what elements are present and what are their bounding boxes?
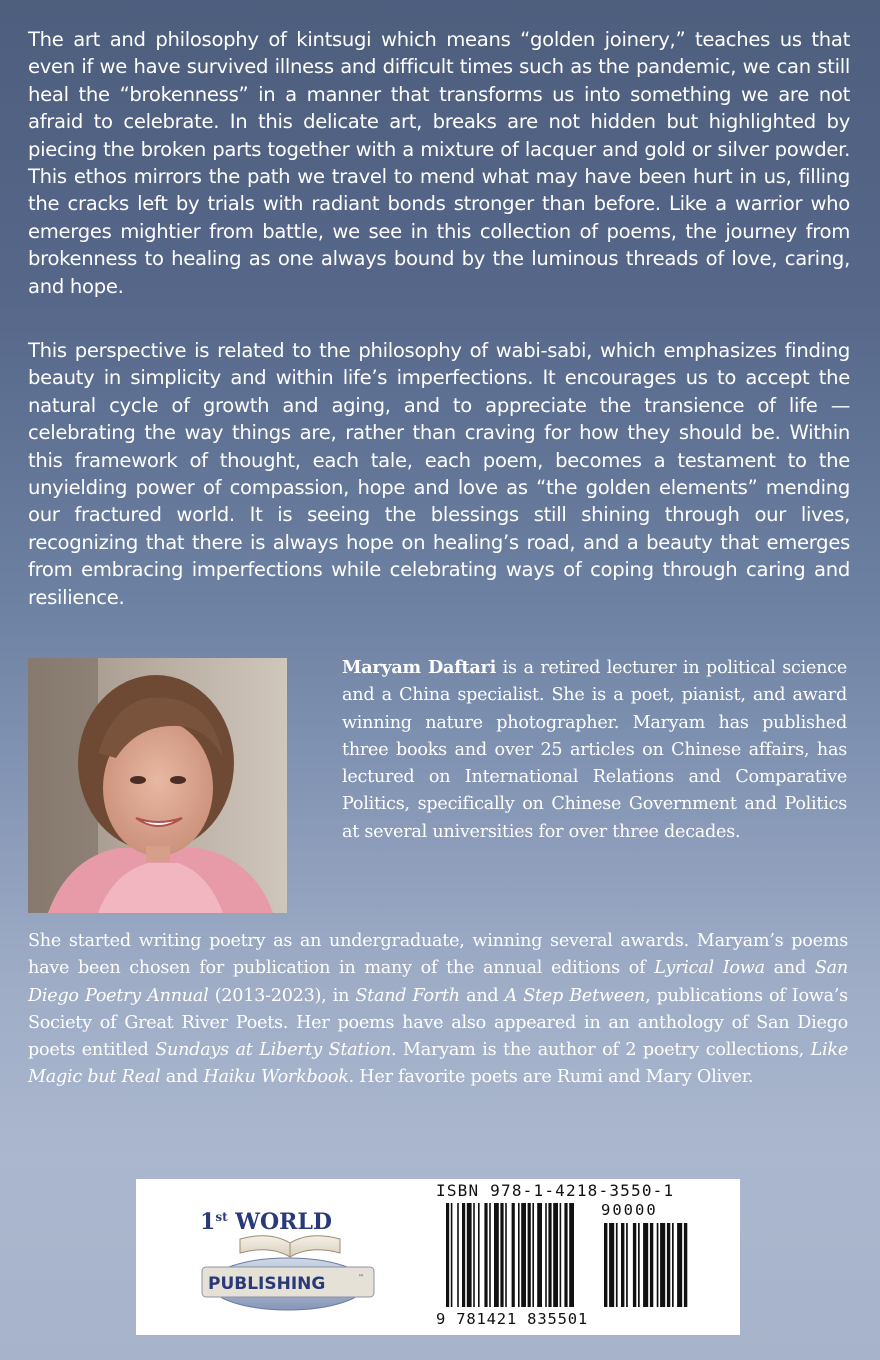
barcode-bar [633, 1223, 636, 1307]
barcode-bar [537, 1203, 542, 1307]
barcode-bar [667, 1223, 670, 1307]
publication-title: San Diego Poetry Annual [28, 958, 848, 1006]
barcode-bar [484, 1203, 487, 1307]
barcode-bar [478, 1203, 480, 1307]
barcode-bar [462, 1203, 465, 1307]
ean-digits: 9 781421 835501 [436, 1310, 588, 1328]
logo-trademark: ™ [358, 1274, 364, 1281]
barcode-bar [609, 1223, 614, 1307]
barcode-bar [518, 1203, 520, 1307]
barcode-bar [494, 1203, 499, 1307]
publisher-barcode-panel [136, 1179, 740, 1335]
barcode-bar [638, 1223, 640, 1307]
barcode-bar [643, 1223, 648, 1307]
barcode-bar [660, 1223, 665, 1307]
barcode-bar [528, 1203, 531, 1307]
barcode-bar [548, 1203, 551, 1307]
barcode-bar [672, 1223, 674, 1307]
author-bio-intro [342, 654, 847, 846]
publication-title: Like Magic but Real [28, 1040, 848, 1088]
barcode-bar [451, 1203, 453, 1307]
barcode-bar [604, 1223, 607, 1307]
barcode-bar [545, 1203, 547, 1307]
logo-line-1: 1st WORLD [200, 1209, 332, 1235]
barcode-bar [532, 1203, 534, 1307]
barcode-bar [512, 1203, 515, 1307]
bio-text: and [459, 985, 505, 1006]
barcode-bar [505, 1203, 507, 1307]
barcode-bar [560, 1203, 562, 1307]
price-code: 90000 [601, 1201, 658, 1219]
author-bio-part-1: is a retired lecturer in political science and a China specialist. She is a poet, pianist, and award winning nature photographer. Maryam has published three books and over 25 articles on Chinese affairs, has lectured on International Relations and Comparative Politics, specifically on Chinese Government and Politics at several universities for over three decades. [342, 658, 847, 842]
barcode-bar [467, 1203, 472, 1307]
logo-line-2: PUBLISHING [208, 1274, 326, 1294]
author-bio-poetry [28, 928, 848, 1092]
publication-title: Sundays at Liberty Station [155, 1040, 392, 1061]
barcode-bar [626, 1223, 628, 1307]
publisher-logo [200, 1209, 380, 1319]
barcode-bar [564, 1203, 567, 1307]
barcode-bar [684, 1223, 687, 1307]
barcode-bar [621, 1223, 624, 1307]
barcode-bar [553, 1203, 558, 1307]
barcode-bar [616, 1223, 618, 1307]
bio-text: She started writing poetry as an undergraduate, winning several awards. Maryam’s poems have been chosen for publication in many of the annual editions of [28, 931, 848, 979]
barcode-bar [473, 1203, 475, 1307]
barcode-bar [521, 1203, 526, 1307]
barcode-bar [569, 1203, 574, 1307]
bio-text: . Maryam is the author of 2 poetry collections, [391, 1040, 811, 1061]
author-name: Maryam Daftari [342, 657, 497, 678]
publication-title: Stand Forth [355, 985, 460, 1006]
barcode-bar [500, 1203, 503, 1307]
bio-text: and [764, 958, 815, 979]
author-photo [28, 658, 287, 913]
publication-title: Haiku Workbook [203, 1067, 349, 1088]
barcode-bar [446, 1203, 449, 1307]
barcode-bar [650, 1223, 653, 1307]
barcode-bar [489, 1203, 491, 1307]
author-portrait-image [28, 658, 287, 913]
isbn-label: ISBN 978-1-4218-3550-1 [436, 1181, 675, 1200]
barcode-bar [677, 1223, 682, 1307]
bio-text: , publications of Iowa’s Society of Great River Poets. Her poems have also appeared in an anthology of San Diego poets entitled [28, 985, 848, 1061]
barcode-bar [657, 1223, 659, 1307]
intro-paragraph-1: The art and philosophy of kintsugi which means “golden joinery,” teaches us that even if we have survived illness and difficult times such as the pandemic, we can still heal the “brokenness” in a manner that transforms us into something we are not afraid to celebrate. In this delicate art, breaks are not hidden but highlighted by piecing the broken parts together with a mixture of lacquer and gold or silver powder. This ethos mirrors the path we travel to mend what may have been hurt in us, filling the cracks left by trials with radiant bonds stronger than before. Like a warrior who emerges mightier from battle, we see in this collection of poems, the journey from brokenness to healing as one always bound by the luminous threads of love, caring, and hope. [28, 28, 850, 298]
isbn-barcode [436, 1181, 736, 1333]
bio-text: . Her favorite poets are Rumi and Mary Oliver. [348, 1067, 754, 1088]
intro-paragraph-2: This perspective is related to the philosophy of wabi-sabi, which emphasizes finding beauty in simplicity and within life’s imperfections. It encourages us to accept the natural cycle of growth and aging, and to appreciate the transience of life — celebrating the way things are, rather than craving for how they should be. Within this framework of thought, each tale, each poem, becomes a testament to the unyielding power of compassion, hope and love as “the golden elements” mending our fractured world. It is seeing the blessings still shining through our lives, recognizing that there is always hope on healing’s road, and a beauty that emerges from embracing imperfections while celebrating ways of coping through caring and resilience. [28, 339, 850, 609]
bio-text: (2013-2023), in [208, 985, 356, 1006]
bio-text: and [160, 1067, 204, 1088]
publication-title: Lyrical Iowa [654, 958, 765, 979]
publication-title: A Step Between [504, 985, 646, 1006]
barcode-bar [457, 1203, 459, 1307]
